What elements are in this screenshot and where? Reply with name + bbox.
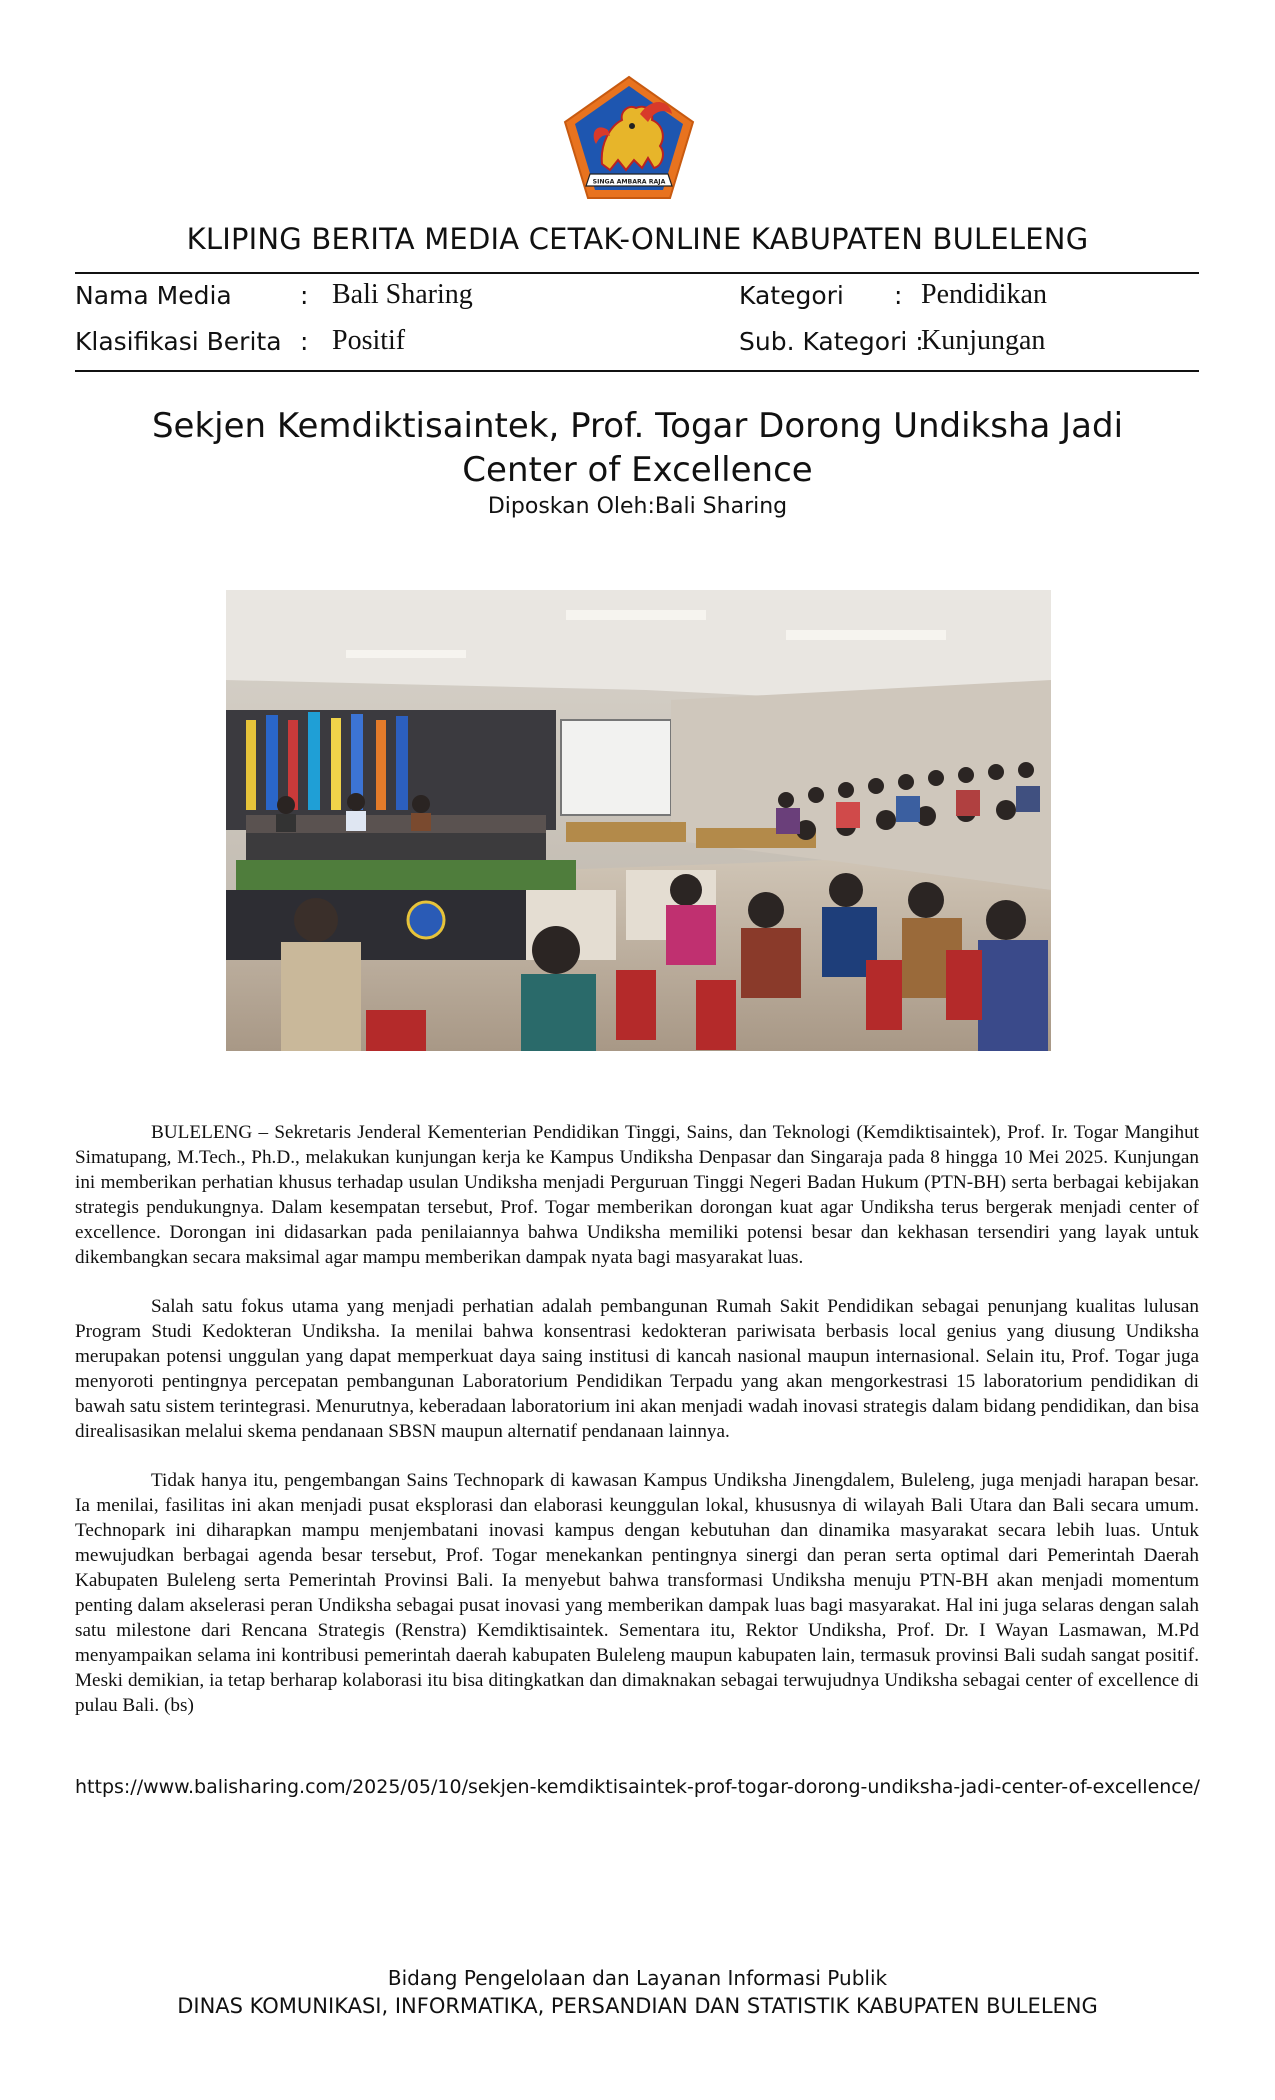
article-photo	[226, 590, 1051, 1051]
footer-agency: DINAS KOMUNIKASI, INFORMATIKA, PERSANDIAN DAN STATISTIK KABUPATEN BULELENG	[177, 1994, 1098, 2018]
clipping-title: KLIPING BERITA MEDIA CETAK-ONLINE KABUPATEN BULELENG	[186, 222, 1089, 256]
article-paragraph-2: Salah satu fokus utama yang menjadi perhatian adalah pembangunan Rumah Sakit Pendidikan sebagai penunjang kualitas lulusan Program Studi Kedokteran Undiksha. Ia menilai bahwa konsentrasi kedokteran pariwisata berbasis local genius yang diusung Undiksha merupakan potensi unggulan yang dapat memperkuat daya saing institusi di kancah nasional maupun internasional. Selain itu, Prof. Togar juga menyoroti pentingnya percepatan pembangunan Laboratorium Pendidikan Terpadu yang akan mengorkestrasi 15 laboratorium pendidikan di bawah satu sistem terintegrasi. Menurutnya, keberadaan laboratorium ini akan menjadi wadah inovasi strategis dalam bidang pendidikan, dan bisa direalisasikan melalui skema pendanaan SBSN maupun alternatif pendanaan lainnya.	[75, 1296, 1199, 1442]
headline-line-1: Sekjen Kemdiktisaintek, Prof. Togar Dorong Undiksha Jadi	[151, 406, 1124, 446]
subkategori-value: Kunjungan	[921, 325, 1046, 356]
subkategori-label: Sub. Kategori :	[739, 327, 924, 356]
kategori-colon: :	[894, 281, 903, 310]
media-label: Nama Media	[75, 281, 232, 310]
kategori-label: Kategori	[739, 281, 844, 310]
top-divider	[75, 272, 1199, 274]
article-paragraph-3: Tidak hanya itu, pengembangan Sains Technopark di kawasan Kampus Undiksha Jinengdalem, Buleleng, juga menjadi harapan besar. Ia menilai, fasilitas ini akan menjadi pusat eksplorasi dan elaborasi keunggulan lokal, khususnya di wilayah Bali Utara dan Bali secara umum. Technopark ini diharapkan mampu menjembatani inovasi kampus dengan kebutuhan dan dinamika masyarakat secara lebih luas. Untuk mewujudkan berbagai agenda besar tersebut, Prof. Togar menekankan pentingnya sinergi dan peran serta optimal dari Pemerintah Daerah Kabupaten Buleleng serta Pemerintah Provinsi Bali. Ia menyebut bahwa transformasi Undiksha menuju PTN-BH akan menjadi momentum penting dalam akselerasi peran Undiksha sebagai pusat inovasi yang memberikan dampak luas bagi masyarakat. Hal ini juga selaras dengan salah satu milestone dari Rencana Strategis (Renstra) Kemdiktisaintek. Sementara itu, Rektor Undiksha, Prof. Dr. I Wayan Lasmawan, M.Pd menyampaikan selama ini kontribusi pemerintah daerah kabupaten Buleleng maupun kabupaten lain, termasuk provinsi Bali sudah sangat positif. Meski demikian, ia tetap berharap kolaborasi itu bisa ditingkatkan dan dimaknakan sebagai terwujudnya Undiksha sebagai center of excellence di pulau Bali. (bs)	[75, 1470, 1199, 1716]
klasifikasi-label: Klasifikasi Berita	[75, 327, 282, 356]
media-colon: :	[300, 281, 309, 310]
bottom-divider	[75, 370, 1199, 372]
klasifikasi-value: Positif	[332, 325, 406, 356]
media-value: Bali Sharing	[332, 279, 473, 310]
emblem-banner-text: SINGA AMBARA RAJA	[592, 178, 666, 186]
klasifikasi-colon: :	[300, 327, 309, 356]
kategori-value: Pendidikan	[921, 279, 1047, 310]
footer-department: Bidang Pengelolaan dan Layanan Informasi Publik	[387, 1966, 888, 1990]
article-headline	[140, 404, 1135, 492]
source-url: https://www.balisharing.com/2025/05/10/sekjen-kemdiktisaintek-prof-togar-dorong-undiksha-jadi-center-of-excellence/	[75, 1776, 1200, 1798]
buleleng-emblem-logo	[562, 74, 696, 202]
article-byline: Diposkan Oleh:Bali Sharing	[487, 494, 788, 519]
article-paragraph-1: BULELENG – Sekretaris Jenderal Kementerian Pendidikan Tinggi, Sains, dan Teknologi (Kemdiktisaintek), Prof. Ir. Togar Mangihut Simatupang, M.Tech., Ph.D., melakukan kunjungan kerja ke Kampus Undiksha Denpasar dan Singaraja pada 8 hingga 10 Mei 2025. Kunjungan ini memberikan perhatian khusus terhadap usulan Undiksha menjadi Perguruan Tinggi Negeri Badan Hukum (PTN-BH) serta berbagai kebijakan strategis pendukungnya. Dalam kesempatan tersebut, Prof. Togar memberikan dorongan kuat agar Undiksha terus bergerak menjadi center of excellence. Dorongan ini didasarkan pada penilaiannya bahwa Undiksha memiliki potensi besar dan kekhasan tersendiri yang layak untuk dikembangkan secara maksimal agar mampu memberikan dampak nyata bagi masyarakat luas.	[75, 1122, 1199, 1268]
article-body	[75, 1120, 1199, 1742]
headline-line-2: Center of Excellence	[462, 450, 813, 490]
